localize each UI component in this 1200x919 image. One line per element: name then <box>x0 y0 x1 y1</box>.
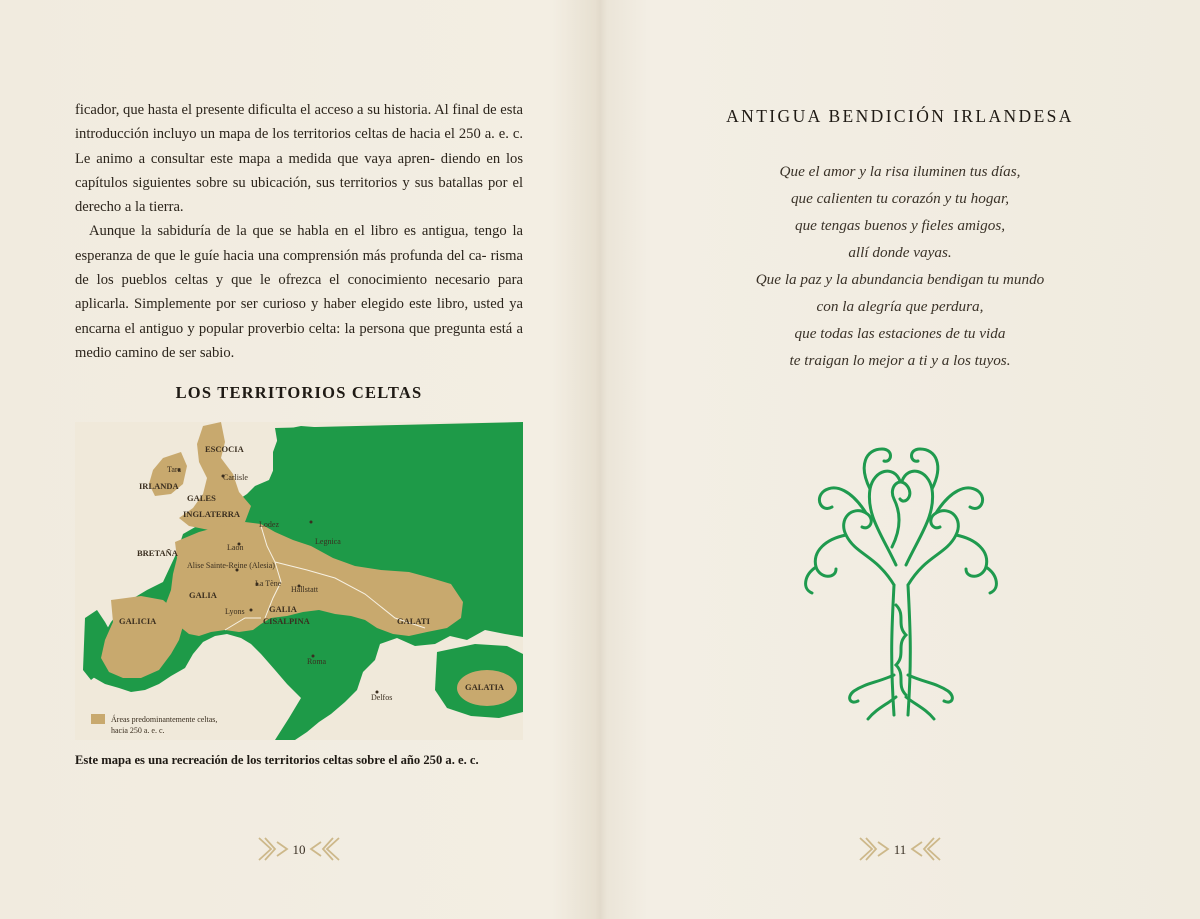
body-text <box>75 98 523 365</box>
label-delfos: Delfos <box>371 693 393 702</box>
label-galia-cisalpina-1: GALIA <box>269 604 297 614</box>
poem-line: con la alegría que perdura, <box>816 298 984 315</box>
label-legnica: Legnica <box>315 537 341 546</box>
label-la-tene: La Tène <box>255 579 282 588</box>
label-irlanda: IRLANDA <box>139 481 179 491</box>
label-tara: Tara <box>167 465 182 474</box>
label-galati: GALATI <box>397 616 430 626</box>
label-inglaterra: INGLATERRA <box>183 509 240 519</box>
celtic-territories-map <box>75 422 523 740</box>
label-lodez: Lodez <box>259 520 279 529</box>
poem-line: que tengas buenos y fieles amigos, <box>794 217 1006 234</box>
legend-text-1: Áreas predominantemente celtas, <box>111 715 218 724</box>
label-galicia: GALICIA <box>119 616 157 626</box>
label-galia-cisalpina-2: CISALPINA <box>263 616 310 626</box>
section-title: LOS TERRITORIOS CELTAS <box>175 383 423 402</box>
label-lyons: Lyons <box>225 607 245 616</box>
knot-ornament-right-icon <box>309 836 341 862</box>
page-number-right: 11 <box>840 834 960 864</box>
legend-swatch <box>91 714 105 724</box>
label-galatia: GALATIA <box>465 682 505 692</box>
paragraph-1: ficador, que hasta el presente dificulta el acceso a su historia. Al final de esta introducción incluyo un mapa de los territorios celtas de hacia el 250 a. e. c. Le animo a consultar este mapa a medida que vaya apren- diendo en los capítulos siguientes sobre su ubicación, sus territorios y sus batallas por el derecho a la tierra. <box>75 102 523 216</box>
label-gales: GALES <box>187 493 216 503</box>
poem-line: que todas las estaciones de tu vida <box>794 325 1006 342</box>
map-caption: Este mapa es una recreación de los territorios celtas sobre el año 250 a. e. c. <box>75 753 479 767</box>
poem-line: Que la paz y la abundancia bendigan tu mundo <box>755 271 1045 288</box>
label-alise: Alise Sainte-Reine (Alesia) <box>187 561 275 570</box>
poem-line: Que el amor y la risa iluminen tus días, <box>779 163 1021 180</box>
poem-title: ANTIGUA BENDICIÓN IRLANDESA <box>726 106 1074 126</box>
poem-line: que calienten tu corazón y tu hogar, <box>790 190 1010 207</box>
label-laon: Laon <box>227 543 244 552</box>
label-bretana: BRETAÑA <box>137 548 178 558</box>
label-carlisle: Carlisle <box>223 473 248 482</box>
label-galia: GALIA <box>189 590 217 600</box>
label-hallstatt: Hallstatt <box>291 585 319 594</box>
knot-ornament-right-icon <box>910 836 942 862</box>
label-escocia: ESCOCIA <box>205 444 244 454</box>
celtic-tree-of-life-icon <box>796 435 1006 735</box>
paragraph-2: Aunque la sabiduría de la que se habla en el libro es antigua, tengo la esperanza de que le guíe hacia una comprensión más profunda del ca- risma de los pueblos celtas y que le ofrezca el conocimiento necesario para aplicarla. Simplemente por ser curioso y haber elegido este libro, usted ya encarna el antiguo y popular proverbio celta: la persona que pregunta está a medio camino de ser sabio. <box>75 223 524 361</box>
label-roma: Roma <box>307 657 327 666</box>
legend-text-2: hacia 250 a. e. c. <box>111 726 165 735</box>
poem <box>600 158 1200 374</box>
poem-line: te traigan lo mejor a ti y a los tuyos. <box>789 352 1011 369</box>
page-number-left: 10 <box>239 834 359 864</box>
poem-line: allí donde vayas. <box>848 244 952 261</box>
right-page <box>600 0 1200 919</box>
